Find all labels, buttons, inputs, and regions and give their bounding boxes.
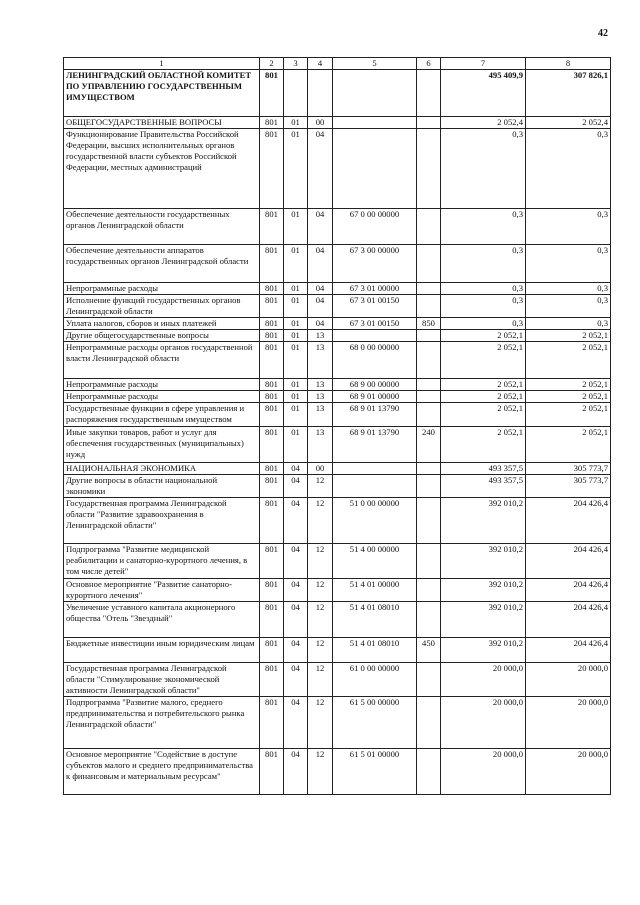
row-amount-year1: 2 052,1	[441, 403, 526, 427]
table-row	[64, 663, 611, 697]
row-code-subsection: 00	[308, 463, 333, 475]
table-row	[64, 427, 611, 463]
table-row	[64, 129, 611, 209]
row-amount-year1: 392 010,2	[441, 602, 526, 638]
row-amount-year1: 20 000,0	[441, 663, 526, 697]
column-header: 1	[64, 58, 260, 70]
row-amount-year2: 0,3	[526, 318, 611, 330]
row-amount-year2: 305 773,7	[526, 463, 611, 475]
row-code-subsection: 13	[308, 379, 333, 391]
row-code-expense-type: 450	[417, 638, 441, 663]
row-amount-year2: 2 052,1	[526, 403, 611, 427]
row-code-admin: 801	[260, 638, 284, 663]
row-amount-year1: 0,3	[441, 283, 526, 295]
row-amount-year1: 0,3	[441, 295, 526, 318]
row-name: ЛЕНИНГРАДСКИЙ ОБЛАСТНОЙ КОМИТЕТ ПО УПРАВЛЕНИЮ ГОСУДАРСТВЕННЫМ ИМУЩЕСТВОМ	[64, 70, 260, 117]
row-amount-year1: 493 357,5	[441, 463, 526, 475]
row-name: Исполнение функций государственных органов Ленинградской области	[64, 295, 260, 318]
row-code-section: 04	[284, 463, 308, 475]
row-amount-year2: 2 052,1	[526, 330, 611, 342]
table-row	[64, 70, 611, 117]
table-row	[64, 342, 611, 379]
row-name: Обеспечение деятельности государственных органов Ленинградской области	[64, 209, 260, 245]
row-code-expense-type	[417, 129, 441, 209]
column-header: 6	[417, 58, 441, 70]
row-code-admin: 801	[260, 379, 284, 391]
row-code-subsection: 13	[308, 403, 333, 427]
row-name: Обеспечение деятельности аппаратов государственных органов Ленинградской области	[64, 245, 260, 283]
row-amount-year2: 204 426,4	[526, 602, 611, 638]
row-code-subsection: 13	[308, 330, 333, 342]
row-amount-year1: 392 010,2	[441, 638, 526, 663]
row-code-admin: 801	[260, 663, 284, 697]
table-row	[64, 544, 611, 579]
row-code-subsection: 04	[308, 283, 333, 295]
row-name: Бюджетные инвестиции иным юридическим лицам	[64, 638, 260, 663]
row-amount-year2: 204 426,4	[526, 638, 611, 663]
row-code-expense-type	[417, 602, 441, 638]
row-code-admin: 801	[260, 427, 284, 463]
row-code-target	[333, 70, 417, 117]
row-code-expense-type	[417, 330, 441, 342]
row-code-expense-type	[417, 663, 441, 697]
row-code-subsection: 12	[308, 697, 333, 749]
row-name: Иные закупки товаров, работ и услуг для обеспечения государственных (муниципальных) нужд	[64, 427, 260, 463]
row-code-target: 61 0 00 00000	[333, 663, 417, 697]
row-code-section: 01	[284, 342, 308, 379]
row-name: Непрограммные расходы органов государственной власти Ленинградской области	[64, 342, 260, 379]
row-code-expense-type	[417, 579, 441, 602]
row-amount-year2: 20 000,0	[526, 697, 611, 749]
row-code-section: 04	[284, 498, 308, 544]
column-header: 4	[308, 58, 333, 70]
row-code-target	[333, 475, 417, 498]
row-name: НАЦИОНАЛЬНАЯ ЭКОНОМИКА	[64, 463, 260, 475]
table-row	[64, 245, 611, 283]
row-code-admin: 801	[260, 295, 284, 318]
table-row	[64, 379, 611, 391]
table-row	[64, 295, 611, 318]
row-amount-year1: 2 052,1	[441, 391, 526, 403]
row-name: Государственные функции в сфере управления и распоряжения государственным имуществом	[64, 403, 260, 427]
row-code-section: 04	[284, 638, 308, 663]
table-row	[64, 403, 611, 427]
row-code-section: 01	[284, 209, 308, 245]
row-code-target: 68 9 01 13790	[333, 427, 417, 463]
row-amount-year1: 2 052,1	[441, 379, 526, 391]
row-code-admin: 801	[260, 544, 284, 579]
table-row	[64, 579, 611, 602]
row-code-target	[333, 117, 417, 129]
row-code-section: 04	[284, 544, 308, 579]
row-amount-year2: 20 000,0	[526, 749, 611, 795]
row-code-expense-type	[417, 391, 441, 403]
row-code-subsection: 12	[308, 602, 333, 638]
row-code-subsection: 13	[308, 391, 333, 403]
row-code-target: 51 4 00 00000	[333, 544, 417, 579]
row-code-section: 04	[284, 579, 308, 602]
row-code-admin: 801	[260, 498, 284, 544]
table-row	[64, 475, 611, 498]
row-name: Основное мероприятие "Содействие в доступе субъектов малого и среднего предпринимательства к финансовым и материальным ресурсам"	[64, 749, 260, 795]
table-row	[64, 117, 611, 129]
row-code-subsection: 04	[308, 129, 333, 209]
row-code-admin: 801	[260, 283, 284, 295]
row-code-subsection: 04	[308, 295, 333, 318]
row-name: Государственная программа Ленинградской области "Стимулирование экономической активности Ленинградской области"	[64, 663, 260, 697]
row-code-expense-type	[417, 498, 441, 544]
row-amount-year2: 2 052,4	[526, 117, 611, 129]
row-code-expense-type	[417, 209, 441, 245]
row-amount-year1: 0,3	[441, 318, 526, 330]
row-code-subsection: 12	[308, 663, 333, 697]
row-code-subsection: 00	[308, 117, 333, 129]
row-code-target: 68 9 01 00000	[333, 391, 417, 403]
table-row	[64, 330, 611, 342]
row-code-section: 01	[284, 330, 308, 342]
row-amount-year1: 2 052,4	[441, 117, 526, 129]
row-code-expense-type: 850	[417, 318, 441, 330]
row-amount-year2: 2 052,1	[526, 427, 611, 463]
row-code-target: 61 5 00 00000	[333, 697, 417, 749]
page-number: 42	[598, 28, 608, 39]
row-code-expense-type	[417, 403, 441, 427]
row-code-section: 01	[284, 379, 308, 391]
column-header: 3	[284, 58, 308, 70]
row-name: Функционирование Правительства Российской Федерации, высших исполнительных органов государственной власти субъектов Российской Федерации, местных администраций	[64, 129, 260, 209]
row-code-section: 01	[284, 318, 308, 330]
row-code-expense-type	[417, 295, 441, 318]
row-code-admin: 801	[260, 391, 284, 403]
row-code-expense-type	[417, 70, 441, 117]
row-name: Увеличение уставного капитала акционерного общества "Отель "Звездный"	[64, 602, 260, 638]
row-code-target: 68 9 00 00000	[333, 379, 417, 391]
row-code-admin: 801	[260, 318, 284, 330]
row-code-section: 04	[284, 663, 308, 697]
row-amount-year2: 204 426,4	[526, 498, 611, 544]
row-code-section: 04	[284, 749, 308, 795]
row-code-expense-type: 240	[417, 427, 441, 463]
row-code-section: 01	[284, 403, 308, 427]
row-code-section: 04	[284, 475, 308, 498]
row-code-expense-type	[417, 283, 441, 295]
row-amount-year2: 2 052,1	[526, 342, 611, 379]
row-code-admin: 801	[260, 330, 284, 342]
row-code-admin: 801	[260, 749, 284, 795]
row-amount-year2: 0,3	[526, 295, 611, 318]
row-name: Государственная программа Ленинградской области "Развитие здравоохранения в Ленинградской области"	[64, 498, 260, 544]
row-code-subsection: 13	[308, 342, 333, 379]
row-amount-year1: 2 052,1	[441, 342, 526, 379]
row-amount-year1: 392 010,2	[441, 544, 526, 579]
row-code-target: 67 0 00 00000	[333, 209, 417, 245]
row-amount-year2: 0,3	[526, 283, 611, 295]
row-code-admin: 801	[260, 129, 284, 209]
row-amount-year1: 495 409,9	[441, 70, 526, 117]
table-row	[64, 209, 611, 245]
row-code-target: 51 4 01 00000	[333, 579, 417, 602]
column-header: 2	[260, 58, 284, 70]
row-code-subsection: 04	[308, 245, 333, 283]
row-code-section: 04	[284, 697, 308, 749]
row-amount-year1: 0,3	[441, 245, 526, 283]
table-row	[64, 318, 611, 330]
row-code-target: 68 0 00 00000	[333, 342, 417, 379]
row-code-admin: 801	[260, 117, 284, 129]
column-header: 7	[441, 58, 526, 70]
table-row	[64, 697, 611, 749]
row-code-subsection	[308, 70, 333, 117]
row-amount-year2: 20 000,0	[526, 663, 611, 697]
row-code-expense-type	[417, 342, 441, 379]
row-name: Подпрограмма "Развитие медицинской реабилитации и санаторно-курортного лечения, в том числе детей"	[64, 544, 260, 579]
row-code-section: 04	[284, 602, 308, 638]
column-header: 5	[333, 58, 417, 70]
row-name: Непрограммные расходы	[64, 391, 260, 403]
row-code-admin: 801	[260, 209, 284, 245]
row-code-expense-type	[417, 475, 441, 498]
row-name: Основное мероприятие "Развитие санаторно-курортного лечения"	[64, 579, 260, 602]
row-amount-year2: 0,3	[526, 245, 611, 283]
table-row	[64, 463, 611, 475]
row-code-subsection: 12	[308, 498, 333, 544]
row-code-subsection: 12	[308, 475, 333, 498]
row-amount-year2: 2 052,1	[526, 379, 611, 391]
row-code-expense-type	[417, 245, 441, 283]
table-row	[64, 749, 611, 795]
row-code-section: 01	[284, 129, 308, 209]
row-code-target: 61 5 01 00000	[333, 749, 417, 795]
row-code-target: 67 3 01 00150	[333, 318, 417, 330]
row-code-expense-type	[417, 544, 441, 579]
row-code-section: 01	[284, 391, 308, 403]
row-code-admin: 801	[260, 342, 284, 379]
row-amount-year1: 20 000,0	[441, 749, 526, 795]
row-code-target: 67 3 00 00000	[333, 245, 417, 283]
row-amount-year1: 0,3	[441, 129, 526, 209]
row-code-section: 01	[284, 117, 308, 129]
row-code-target: 51 4 01 08010	[333, 638, 417, 663]
table-row	[64, 638, 611, 663]
row-code-admin: 801	[260, 70, 284, 117]
row-amount-year2: 0,3	[526, 209, 611, 245]
row-code-target	[333, 330, 417, 342]
row-code-subsection: 13	[308, 427, 333, 463]
table-row	[64, 283, 611, 295]
row-amount-year2: 307 826,1	[526, 70, 611, 117]
row-amount-year2: 204 426,4	[526, 579, 611, 602]
row-amount-year1: 2 052,1	[441, 330, 526, 342]
row-code-admin: 801	[260, 403, 284, 427]
row-amount-year1: 392 010,2	[441, 579, 526, 602]
row-code-admin: 801	[260, 579, 284, 602]
row-code-admin: 801	[260, 245, 284, 283]
row-code-target: 51 4 01 08010	[333, 602, 417, 638]
row-code-section: 01	[284, 427, 308, 463]
row-code-expense-type	[417, 379, 441, 391]
row-amount-year2: 204 426,4	[526, 544, 611, 579]
row-code-subsection: 12	[308, 638, 333, 663]
row-code-section: 01	[284, 283, 308, 295]
row-code-expense-type	[417, 749, 441, 795]
column-header: 8	[526, 58, 611, 70]
row-code-section	[284, 70, 308, 117]
row-amount-year2: 0,3	[526, 129, 611, 209]
row-name: Другие вопросы в области национальной экономики	[64, 475, 260, 498]
budget-table	[63, 57, 611, 795]
row-code-subsection: 04	[308, 318, 333, 330]
row-amount-year1: 0,3	[441, 209, 526, 245]
row-code-subsection: 12	[308, 579, 333, 602]
row-code-admin: 801	[260, 697, 284, 749]
row-amount-year1: 20 000,0	[441, 697, 526, 749]
row-code-expense-type	[417, 697, 441, 749]
row-amount-year2: 305 773,7	[526, 475, 611, 498]
row-code-target: 68 9 01 13790	[333, 403, 417, 427]
table-row	[64, 498, 611, 544]
row-code-expense-type	[417, 463, 441, 475]
table-row	[64, 602, 611, 638]
row-code-admin: 801	[260, 475, 284, 498]
row-code-admin: 801	[260, 602, 284, 638]
table-row	[64, 391, 611, 403]
row-name: Непрограммные расходы	[64, 379, 260, 391]
row-code-admin: 801	[260, 463, 284, 475]
row-amount-year1: 392 010,2	[441, 498, 526, 544]
table-header-row	[64, 58, 611, 70]
row-amount-year1: 2 052,1	[441, 427, 526, 463]
row-code-target	[333, 129, 417, 209]
row-amount-year2: 2 052,1	[526, 391, 611, 403]
row-name: Другие общегосударственные вопросы	[64, 330, 260, 342]
row-code-subsection: 12	[308, 749, 333, 795]
row-name: ОБЩЕГОСУДАРСТВЕННЫЕ ВОПРОСЫ	[64, 117, 260, 129]
row-name: Подпрограмма "Развитие малого, среднего предпринимательства и потребительского рынка Ленинградской области"	[64, 697, 260, 749]
row-code-expense-type	[417, 117, 441, 129]
row-code-target	[333, 463, 417, 475]
row-name: Уплата налогов, сборов и иных платежей	[64, 318, 260, 330]
row-code-subsection: 12	[308, 544, 333, 579]
row-code-target: 67 3 01 00000	[333, 283, 417, 295]
row-code-section: 01	[284, 245, 308, 283]
row-code-target: 51 0 00 00000	[333, 498, 417, 544]
row-code-subsection: 04	[308, 209, 333, 245]
row-code-section: 01	[284, 295, 308, 318]
row-name: Непрограммные расходы	[64, 283, 260, 295]
row-amount-year1: 493 357,5	[441, 475, 526, 498]
row-code-target: 67 3 01 00150	[333, 295, 417, 318]
